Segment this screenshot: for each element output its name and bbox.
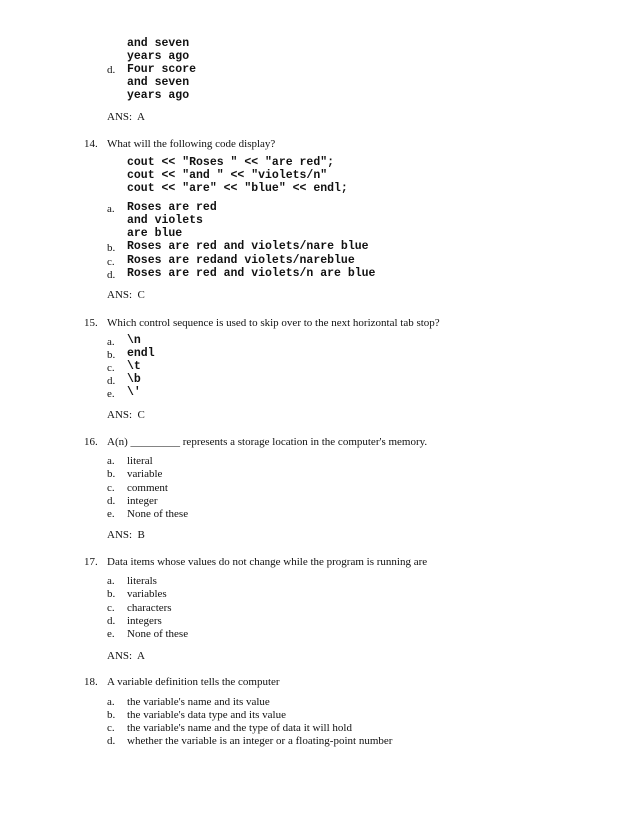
q16-answer: ANS: B	[107, 529, 145, 541]
q18-text: A variable definition tells the computer	[107, 676, 280, 688]
q17-option-c: characters	[127, 602, 172, 614]
q15-option-b: endl	[127, 347, 155, 360]
q13-answer: ANS: A	[107, 111, 145, 123]
q13-option-line: years ago	[127, 50, 190, 63]
q14-option-letter: b.	[107, 242, 116, 254]
q13-option-letter: d.	[107, 64, 116, 76]
q15-number: 15.	[84, 317, 98, 329]
q14-code-line: cout << "and " << "violets/n"	[127, 169, 328, 182]
q16-option-letter: b.	[107, 468, 116, 480]
q15-option-letter: d.	[107, 375, 116, 387]
q15-text: Which control sequence is used to skip over to the next horizontal tab stop?	[107, 317, 440, 329]
q14-option-d: Roses are red and violets/n are blue	[127, 267, 376, 280]
q15-option-a: \n	[127, 334, 141, 347]
q14-number: 14.	[84, 138, 98, 150]
q18-option-letter: c.	[107, 722, 115, 734]
q17-option-letter: c.	[107, 602, 115, 614]
q14-option-a-line: and violets	[127, 214, 203, 227]
q13-option-line: and seven	[127, 37, 190, 50]
q14-option-letter: c.	[107, 256, 115, 268]
q14-answer: ANS: C	[107, 289, 145, 301]
q14-option-a-line: Roses are red	[127, 201, 217, 214]
q17-option-letter: d.	[107, 615, 116, 627]
q13-option-line: Four score	[127, 63, 197, 76]
q17-option-d: integers	[127, 615, 162, 627]
q15-answer: ANS: C	[107, 409, 145, 421]
q14-option-a-line: are blue	[127, 227, 183, 240]
q14-code-line: cout << "Roses " << "are red";	[127, 156, 335, 169]
q16-option-a: literal	[127, 455, 153, 467]
q17-option-letter: b.	[107, 588, 116, 600]
q15-option-letter: e.	[107, 388, 115, 400]
q17-text: Data items whose values do not change while the program is running are	[107, 556, 428, 568]
q17-option-letter: e.	[107, 628, 115, 640]
q18-option-letter: d.	[107, 735, 116, 747]
q15-option-d: \b	[127, 373, 141, 386]
q15-option-letter: a.	[107, 336, 115, 348]
q15-option-letter: c.	[107, 362, 115, 374]
q17-option-a: literals	[127, 575, 157, 587]
q17-option-letter: a.	[107, 575, 115, 587]
q18-option-c: the variable's name and the type of data it will hold	[127, 722, 352, 734]
q17-number: 17.	[84, 556, 98, 568]
q16-option-b: variable	[127, 468, 163, 480]
q16-option-letter: c.	[107, 482, 115, 494]
q14-option-letter: a.	[107, 203, 115, 215]
q18-option-letter: b.	[107, 709, 116, 721]
q13-option-line: years ago	[127, 89, 190, 102]
q14-option-c: Roses are redand violets/nareblue	[127, 254, 355, 267]
q17-answer: ANS: A	[107, 650, 145, 662]
q18-option-b: the variable's data type and its value	[127, 709, 286, 721]
q14-text: What will the following code display?	[107, 138, 276, 150]
q15-option-e: \'	[127, 386, 141, 399]
q14-code-line: cout << "are" << "blue" << endl;	[127, 182, 348, 195]
q16-option-d: integer	[127, 495, 158, 507]
q18-option-letter: a.	[107, 696, 115, 708]
q15-option-c: \t	[127, 360, 141, 373]
q16-option-letter: a.	[107, 455, 115, 467]
q16-option-letter: e.	[107, 508, 115, 520]
q16-option-e: None of these	[127, 508, 189, 520]
q13-option-line: and seven	[127, 76, 190, 89]
q18-option-a: the variable's name and its value	[127, 696, 270, 708]
q17-option-e: None of these	[127, 628, 189, 640]
q14-option-b: Roses are red and violets/nare blue	[127, 240, 369, 253]
q18-number: 18.	[84, 676, 98, 688]
q16-number: 16.	[84, 436, 98, 448]
q18-option-d: whether the variable is an integer or a floating-point number	[127, 735, 393, 747]
q15-option-letter: b.	[107, 349, 116, 361]
q16-option-letter: d.	[107, 495, 116, 507]
q17-option-b: variables	[127, 588, 167, 600]
q14-option-letter: d.	[107, 269, 116, 281]
q16-option-c: comment	[127, 482, 168, 494]
q16-text: A(n) _________ represents a storage location in the computer's memory.	[107, 436, 428, 448]
